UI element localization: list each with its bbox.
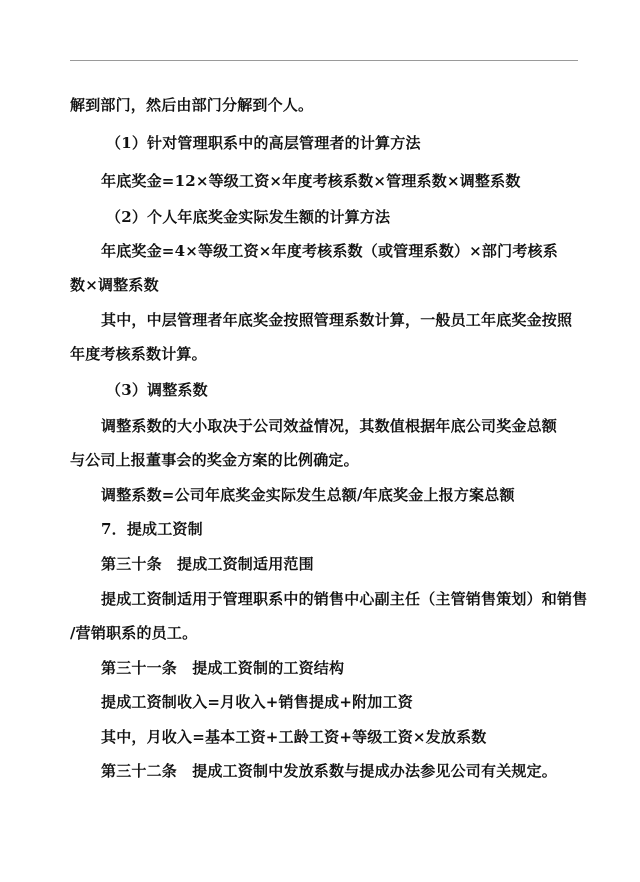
- section-heading: （2）个人年底奖金实际发生额的计算方法: [106, 208, 391, 226]
- article-heading: 第三十二条 提成工资制中发放系数与提成办法参见公司有关规定。: [101, 762, 558, 780]
- paragraph-line: 解到部门，然后由部门分解到个人。: [70, 96, 314, 114]
- formula-line: 年底奖金=12×等级工资×年度考核系数×管理系数×调整系数: [101, 172, 521, 190]
- paragraph-line: 调整系数的大小取决于公司效益情况，其数值根据年底公司奖金总额: [101, 417, 558, 435]
- formula-line: 调整系数=公司年底奖金实际发生总额/年底奖金上报方案总额: [101, 486, 515, 504]
- section-heading: （1）针对管理职系中的高层管理者的计算方法: [106, 134, 421, 152]
- paragraph-line: /营销职系的员工。: [70, 624, 198, 642]
- section-heading: 7．提成工资制: [101, 520, 203, 538]
- paragraph-line: 提成工资制适用于管理职系中的销售中心副主任（主管销售策划）和销售: [101, 590, 588, 608]
- formula-line: 提成工资制收入=月收入+销售提成+附加工资: [101, 693, 413, 711]
- formula-line: 年底奖金=4×等级工资×年度考核系数（或管理系数）×部门考核系: [101, 242, 558, 260]
- header-divider: [70, 60, 578, 61]
- paragraph-line: 其中，中层管理者年底奖金按照管理系数计算，一般员工年底奖金按照: [101, 311, 573, 329]
- section-heading: （3）调整系数: [106, 381, 208, 399]
- paragraph-line: 年度考核系数计算。: [70, 345, 207, 363]
- article-heading: 第三十条 提成工资制适用范围: [101, 555, 314, 573]
- formula-line: 其中，月收入=基本工资+工龄工资+等级工资×发放系数: [101, 728, 487, 746]
- paragraph-line: 数×调整系数: [70, 276, 159, 294]
- paragraph-line: 与公司上报董事会的奖金方案的比例确定。: [70, 451, 359, 469]
- article-heading: 第三十一条 提成工资制的工资结构: [101, 659, 345, 677]
